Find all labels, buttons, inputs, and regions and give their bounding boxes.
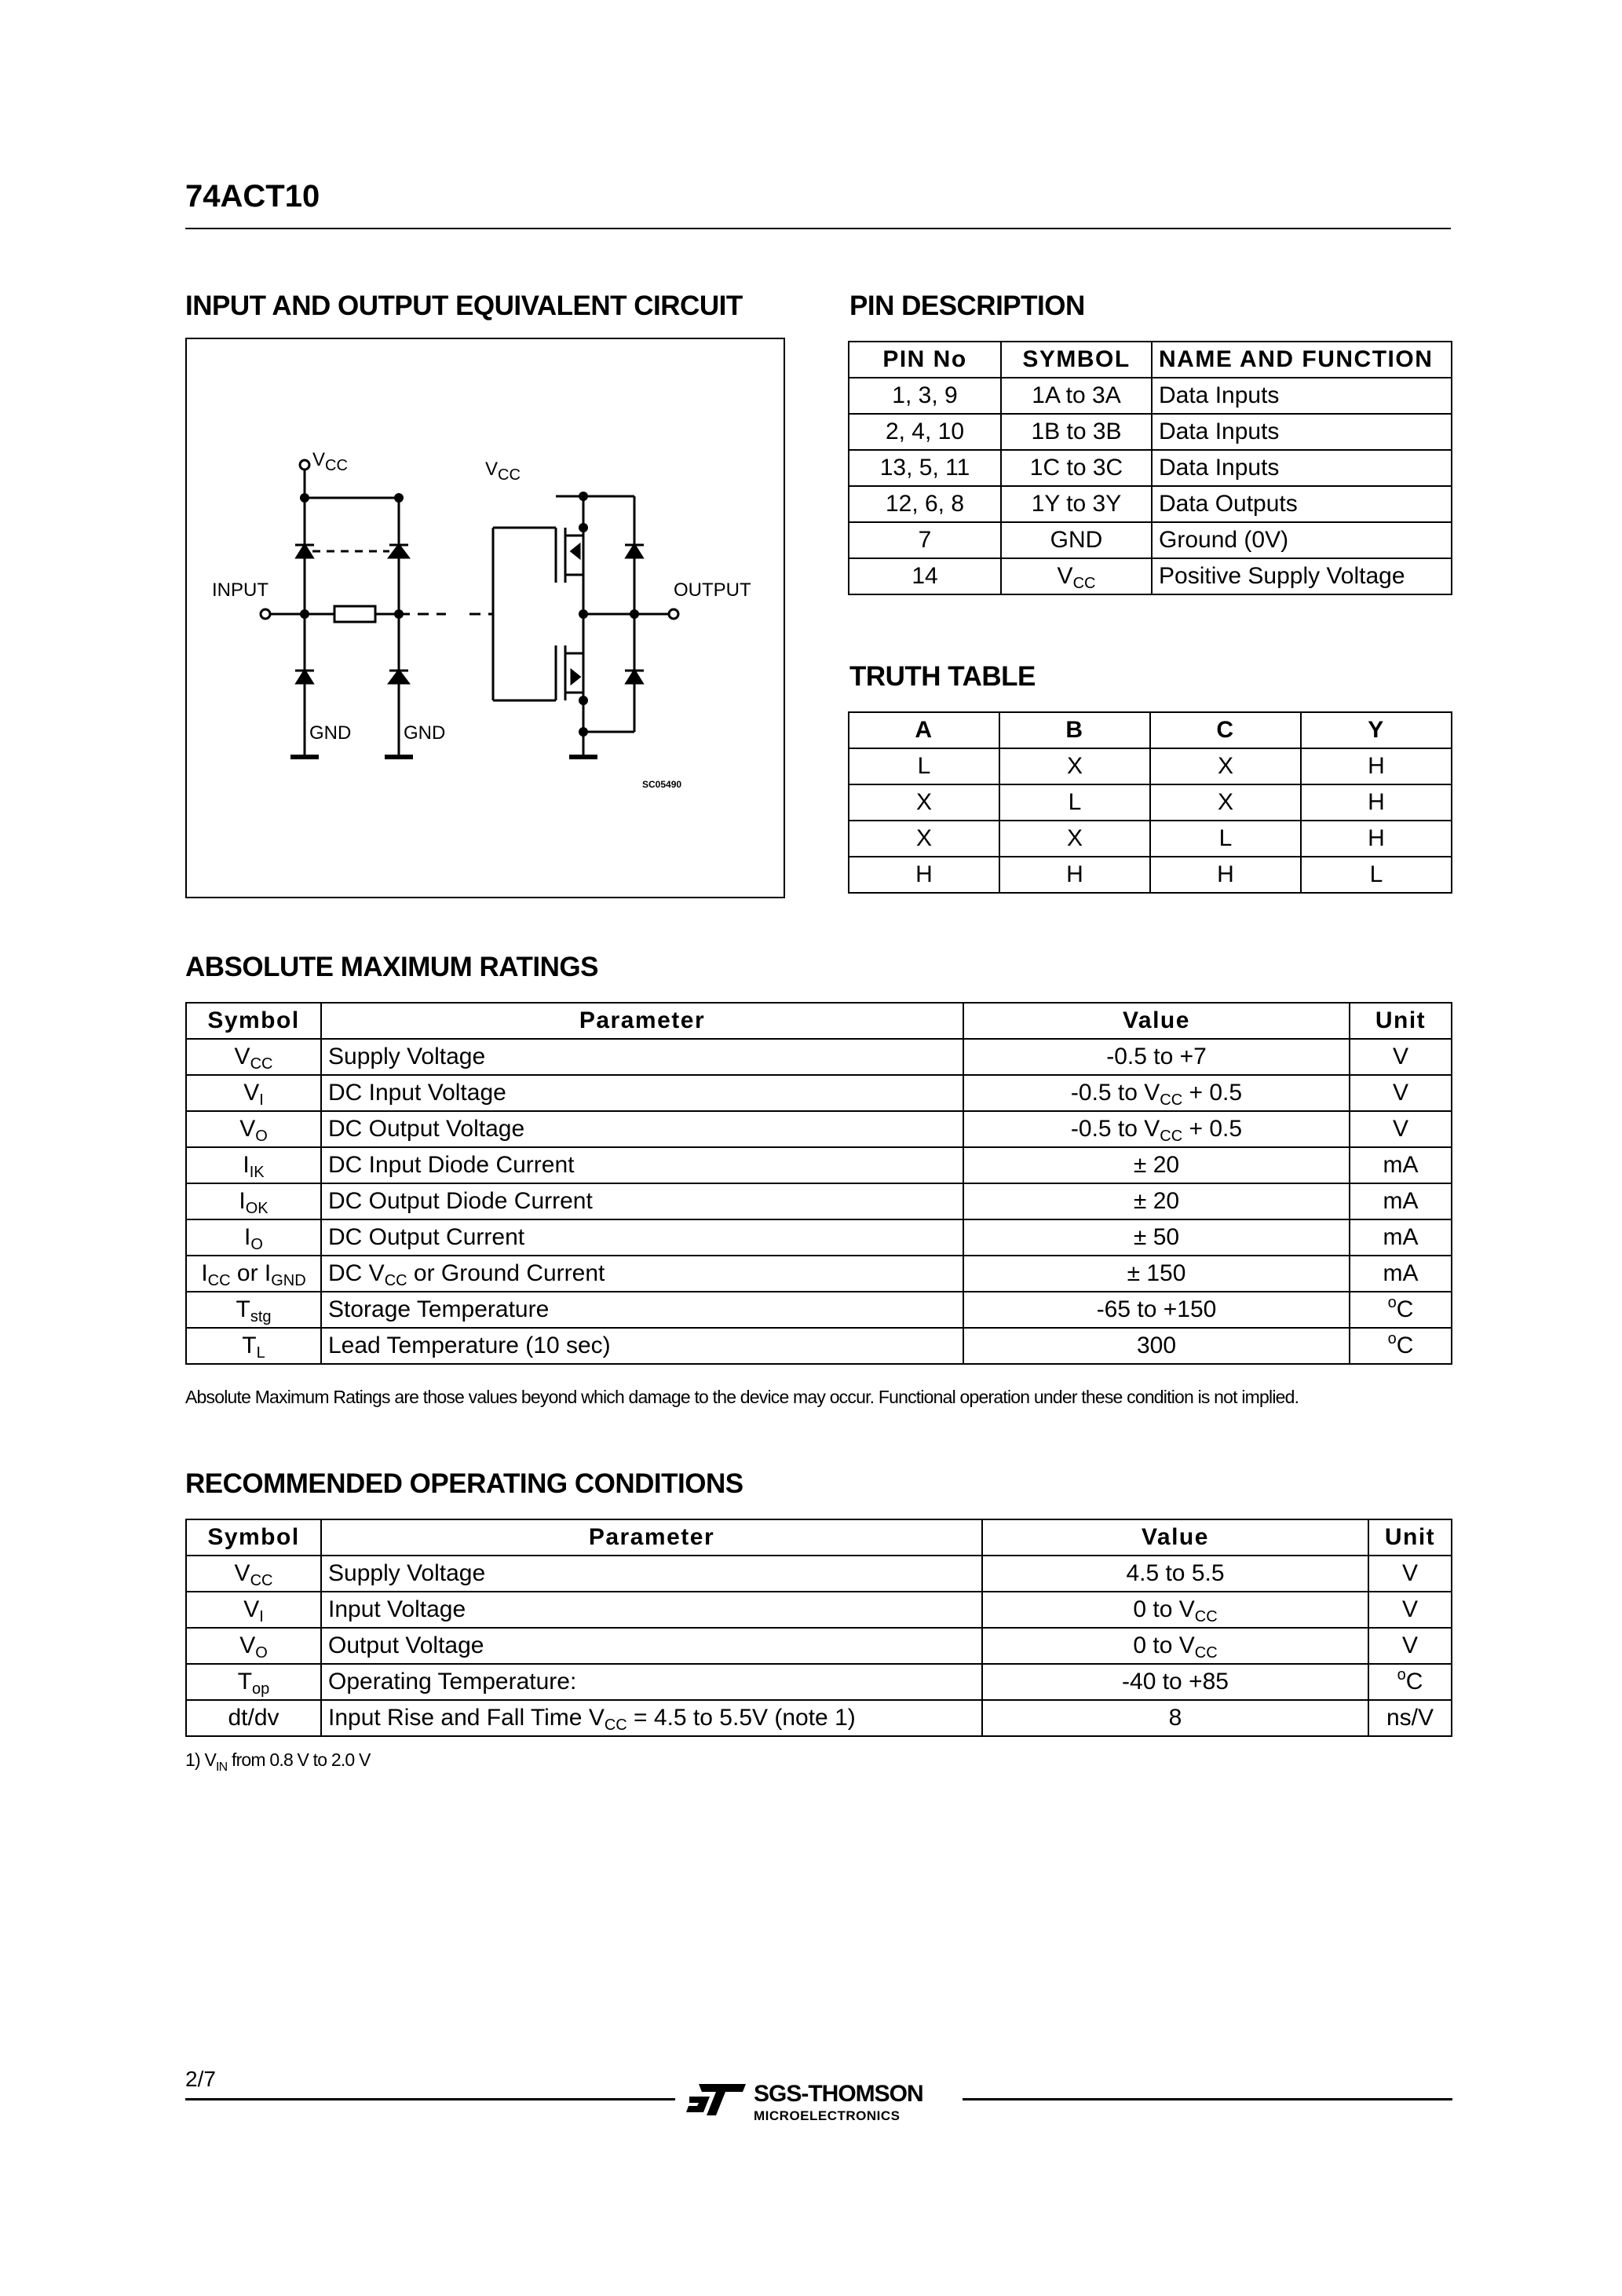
st-logo-icon (685, 2081, 747, 2122)
table-row: 2, 4, 10 1B to 3B Data Inputs (849, 414, 1452, 450)
table-row: $I_{OK}$ DC Output Diode Current ± 20 mA (186, 1183, 1452, 1219)
table-row: 7 GND Ground (0V) (849, 522, 1452, 558)
abs-max-title: ABSOLUTE MAXIMUM RATINGS (185, 952, 598, 982)
table-row: X X L H (849, 821, 1452, 857)
page-number: 2/7 (185, 2067, 216, 2091)
table-row: $V_{CC}$ Supply Voltage -0.5 to +7 V (186, 1039, 1452, 1075)
table-row: 12, 6, 8 1Y to 3Y Data Outputs (849, 486, 1452, 522)
table-row: $T_L$ Lead Temperature (10 sec) 300 $^o$C (186, 1328, 1452, 1364)
table-row: $T_{stg}$ Storage Temperature -65 to +150 $^o$C (186, 1292, 1452, 1328)
table-row: $I_O$ DC Output Current ± 50 mA (186, 1219, 1452, 1256)
table-row: $I_{IK}$ DC Input Diode Current ± 20 mA (186, 1147, 1452, 1183)
rec-op-title: RECOMMENDED OPERATING CONDITIONS (185, 1468, 743, 1499)
pin-description-title: PIN DESCRIPTION (849, 291, 1085, 321)
th-pin-no: PIN No (849, 342, 1001, 378)
truth-table: A B C Y L X X H X L X H X X L H H H H L (848, 711, 1452, 894)
equivalent-circuit-diagram (185, 338, 785, 898)
gnd-label-1: GND (309, 722, 352, 744)
brand-name: SGS-THOMSON (754, 2081, 923, 2107)
pin-description-table (848, 341, 1452, 595)
footer-rule-left (185, 2098, 675, 2100)
table-row: $V_I$ DC Input Voltage -0.5 to $V_{CC} + 0.5$ V (186, 1075, 1452, 1111)
table-row: H H H L (849, 857, 1452, 893)
rec-op-note: 1) $V_{IN}$ from 0.8 V to 2.0 V (185, 1749, 371, 1774)
table-row: $I_{CC}$ or $I_{GND}$ DC $V_{CC}$ or Ground Current ± 150 mA (186, 1256, 1452, 1292)
table-row: dt/dv Input Rise and Fall Time $V_{CC} = 4.5$ to 5.5V (note 1) 8 ns/V (186, 1700, 1452, 1736)
table-row: X L X H (849, 784, 1452, 821)
abs-max-table: Symbol Parameter Value Unit $V_{CC}$ Supply Voltage -0.5 to +7 V $V_I$ DC Input Voltage -0.5 to $V_{CC} + 0.5$ V $V_O$ DC Output Voltage -0.5 to $V_{CC} + 0.5$ V $I_{IK}$ DC Input Diode Current ± 20 mA $I_{OK}$ DC Output Diode Current ± 20 mA $I_O$ DC Output Current ± 50 mA $I_{CC}$ or $I_{GND}$ DC $V_{CC}$ or Ground Current ± 150 mA $T_{stg}$ Storage Temperature -65 to +150 $^o$C $T_L$ Lead Temperature (10 sec) 300 $^o$C (185, 1002, 1452, 1365)
output-label: OUTPUT (674, 579, 751, 601)
table-row: $V_I$ Input Voltage 0 to $V_{CC}$ V (186, 1592, 1452, 1628)
abs-max-note: Absolute Maximum Ratings are those values beyond which damage to the device may occur. Functional operation under these condition is not implied. (185, 1387, 1299, 1407)
part-number-title: 74ACT10 (185, 179, 320, 214)
gnd-label-2: GND (404, 722, 446, 744)
diagram-code: SC05490 (642, 779, 682, 790)
circuit-section-title: INPUT AND OUTPUT EQUIVALENT CIRCUIT (185, 291, 743, 321)
table-row: 14 $V_{CC}$ Positive Supply Voltage (849, 558, 1452, 594)
brand-subtitle: MICROELECTRONICS (754, 2108, 901, 2123)
table-row: L X X H (849, 748, 1452, 784)
header-rule (185, 228, 1451, 229)
th-symbol: SYMBOL (1001, 342, 1152, 378)
vcc-left-label: $V_{CC}$ (312, 449, 348, 474)
table-row: $V_O$ Output Voltage 0 to $V_{CC}$ V (186, 1628, 1452, 1664)
table-row: 1, 3, 9 1A to 3A Data Inputs (849, 378, 1452, 414)
table-row: $V_O$ DC Output Voltage -0.5 to $V_{CC} + 0.5$ V (186, 1111, 1452, 1147)
rec-op-table: Symbol Parameter Value Unit $V_{CC}$ Supply Voltage 4.5 to 5.5 V $V_I$ Input Voltage 0 to $V_{CC}$ V $V_O$ Output Voltage 0 to $V_{CC}$ V $T_{op}$ Operating Temperature: -40 to +85 $^o$C dt/dv Input Rise and Fall Time $V_{CC} = 4.5$ to 5.5V (note 1) 8 ns/V (185, 1519, 1452, 1737)
vcc-right-label: $V_{CC}$ (485, 459, 521, 484)
truth-table-title: TRUTH TABLE (849, 661, 1036, 692)
table-row: $T_{op}$ Operating Temperature: -40 to +85 $^o$C (186, 1664, 1452, 1700)
th-name-function: NAME AND FUNCTION (1152, 342, 1452, 378)
table-row: $V_{CC}$ Supply Voltage 4.5 to 5.5 V (186, 1556, 1452, 1592)
input-label: INPUT (212, 579, 269, 601)
footer-rule-right (963, 2098, 1452, 2100)
table-row: 13, 5, 11 1C to 3C Data Inputs (849, 450, 1452, 486)
